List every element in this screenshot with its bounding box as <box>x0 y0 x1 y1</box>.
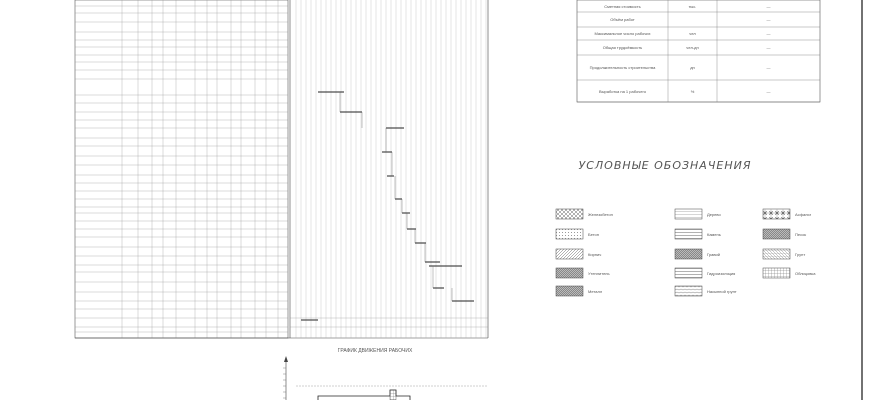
info-cell-name: Максимальное число рабочих <box>594 31 651 36</box>
legend-title: УСЛОВНЫЕ ОБОЗНАЧЕНИЯ <box>578 159 752 172</box>
legend-swatch <box>556 249 583 259</box>
legend-item-label: Облицовка <box>795 271 816 276</box>
work-schedule-table <box>75 0 288 338</box>
info-cell-value: — <box>766 45 771 50</box>
info-cell-unit: дн <box>690 65 695 70</box>
info-cell-name: Продолжительность строительства <box>589 65 656 70</box>
legend-item-label: Грунт <box>795 252 806 257</box>
info-cell-unit: % <box>690 89 695 94</box>
legend-swatch <box>556 209 583 219</box>
legend-item-label: Утеплитель <box>588 271 610 276</box>
legend-item-label: Асфальт <box>795 212 812 217</box>
legend-swatch <box>763 229 790 239</box>
work-table-border <box>75 0 288 338</box>
info-cell-name: Общая трудоёмкость <box>602 45 643 50</box>
info-cell-value: — <box>766 4 771 9</box>
legend-swatch <box>763 209 790 219</box>
labor-chart-profile <box>318 390 410 400</box>
info-cell-name: Выработка на 1 рабочего <box>598 89 647 94</box>
legend-item-label: Бетон <box>588 232 599 237</box>
legend-swatch <box>675 286 702 296</box>
labor-chart <box>283 356 488 400</box>
info-cell-unit: чел <box>689 31 696 36</box>
legend-item-label: Кирпич <box>588 252 602 257</box>
legend-item-label: Насыпной грунт <box>707 289 737 294</box>
info-table-grid <box>577 0 820 102</box>
gantt-chart <box>75 0 488 338</box>
info-cell-name: Сметная стоимость <box>604 4 641 9</box>
legend-item-label: Гравий <box>707 252 720 257</box>
legend-swatch <box>556 229 583 239</box>
legend-item-label: Камень <box>707 232 721 237</box>
legend-swatch <box>675 268 702 278</box>
info-cell-value: — <box>766 17 771 22</box>
info-cell-value: — <box>766 89 771 94</box>
labor-chart-title: ГРАФИК ДВИЖЕНИЯ РАБОЧИХ <box>337 348 413 354</box>
legend-item-label: Железобетон <box>588 212 613 217</box>
legend-swatch <box>763 249 790 259</box>
labor-chart-axis-arrow <box>284 356 288 362</box>
legend-swatch <box>556 286 583 296</box>
info-cell-value: — <box>766 31 771 36</box>
info-cell-value: — <box>766 65 771 70</box>
info-table-border <box>577 0 820 102</box>
info-cell-unit: чел-дн <box>686 45 699 50</box>
labor-chart-peak <box>390 390 396 400</box>
legend-swatch <box>556 268 583 278</box>
info-cell-unit: тыс. <box>688 4 697 9</box>
legend-swatch <box>675 209 702 219</box>
info-cell-name: Объём работ <box>610 17 635 22</box>
legend-item-label: Песок <box>795 232 807 237</box>
legend-swatch <box>675 229 702 239</box>
legend-item-label: Металл <box>588 289 603 294</box>
legend-swatch <box>763 268 790 278</box>
legend-item-label: Гидроизоляция <box>707 271 736 276</box>
legend-item-label: Дерево <box>707 212 721 217</box>
legend-swatch <box>675 249 702 259</box>
